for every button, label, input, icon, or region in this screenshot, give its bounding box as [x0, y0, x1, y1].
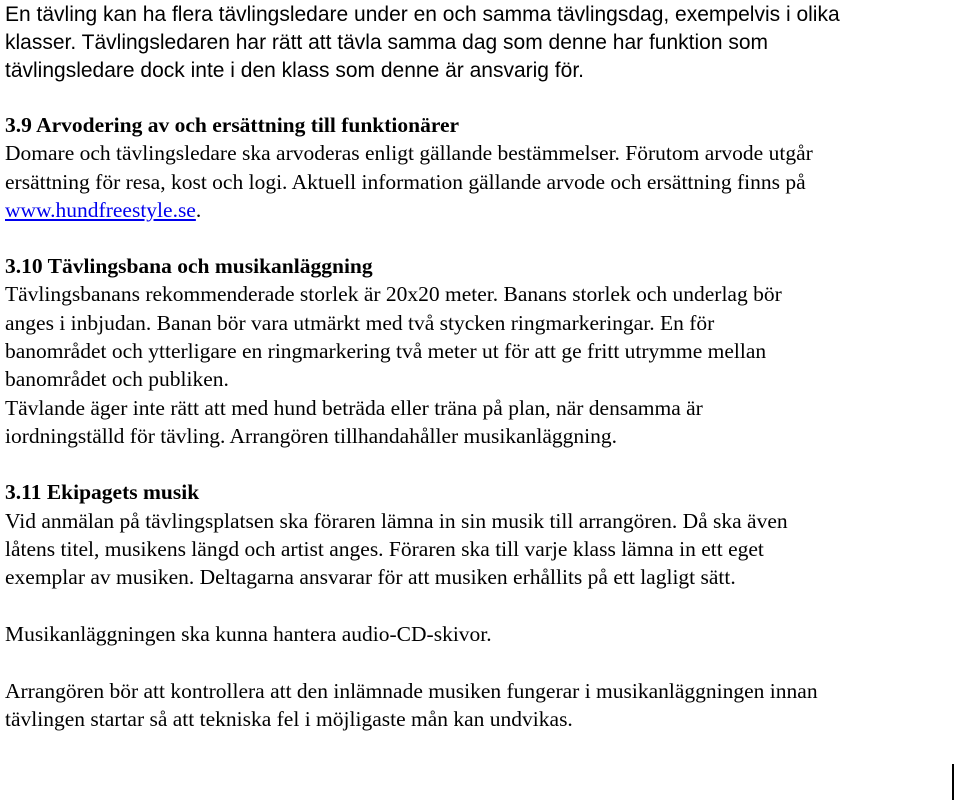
body-line: Tävlingsbanans rekommenderade storlek är 20x20 meter. Banans storlek och underlag bör — [5, 282, 782, 306]
body-line: iordningställd för tävling. Arrangören tillhandahåller musikanläggning. — [5, 424, 618, 448]
intro-line: klasser. Tävlingsledaren har rätt att tävla samma dag som denne har funktion som — [5, 31, 769, 54]
body-line: ersättning för resa, kost och logi. Aktuell information gällande arvode och ersättning finns på — [5, 170, 806, 194]
body-line: anges i inbjudan. Banan bör vara utmärkt med två stycken ringmarkeringar. En för — [5, 311, 715, 335]
section-heading-3-9: 3.9 Arvodering av och ersättning till funktionärer — [5, 113, 460, 137]
body-line: låtens titel, musikens längd och artist anges. Föraren ska till varje klass lämna in ett eget — [5, 537, 764, 561]
body-line: exemplar av musiken. Deltagarna ansvarar för att musiken erhållits på ett lagligt sätt. — [5, 565, 736, 589]
body-line: banområdet och publiken. — [5, 367, 229, 391]
body-line: tävlingen startar så att tekniska fel i möjligaste mån kan undvikas. — [5, 707, 573, 731]
intro-line: tävlingsledare dock inte i den klass som denne är ansvarig för. — [5, 59, 584, 82]
intro-line: En tävling kan ha flera tävlingsledare under en och samma tävlingsdag, exempelvis i olika — [5, 3, 840, 26]
section-heading-3-10: 3.10 Tävlingsbana och musikanläggning — [5, 254, 373, 278]
page-edge-marker — [952, 764, 954, 800]
body-line: Arrangören bör att kontrollera att den inlämnade musiken fungerar i musikanläggningen innan — [5, 679, 818, 703]
body-line: banområdet och ytterligare en ringmarkering två meter ut för att ge fritt utrymme mellan — [5, 339, 767, 363]
body-line: Tävlande äger inte rätt att med hund beträda eller träna på plan, när densamma är — [5, 396, 703, 420]
website-link[interactable]: www.hundfreestyle.se — [5, 198, 196, 222]
body-line: Musikanläggningen ska kunna hantera audio-CD-skivor. — [5, 622, 492, 646]
body-line — [5, 200, 201, 222]
body-line: Vid anmälan på tävlingsplatsen ska föraren lämna in sin musik till arrangören. Då ska även — [5, 509, 788, 533]
section-heading-3-11: 3.11 Ekipagets musik — [5, 480, 200, 504]
link-suffix: . — [195, 198, 202, 222]
body-line: Domare och tävlingsledare ska arvoderas enligt gällande bestämmelser. Förutom arvode utgår — [5, 141, 813, 165]
